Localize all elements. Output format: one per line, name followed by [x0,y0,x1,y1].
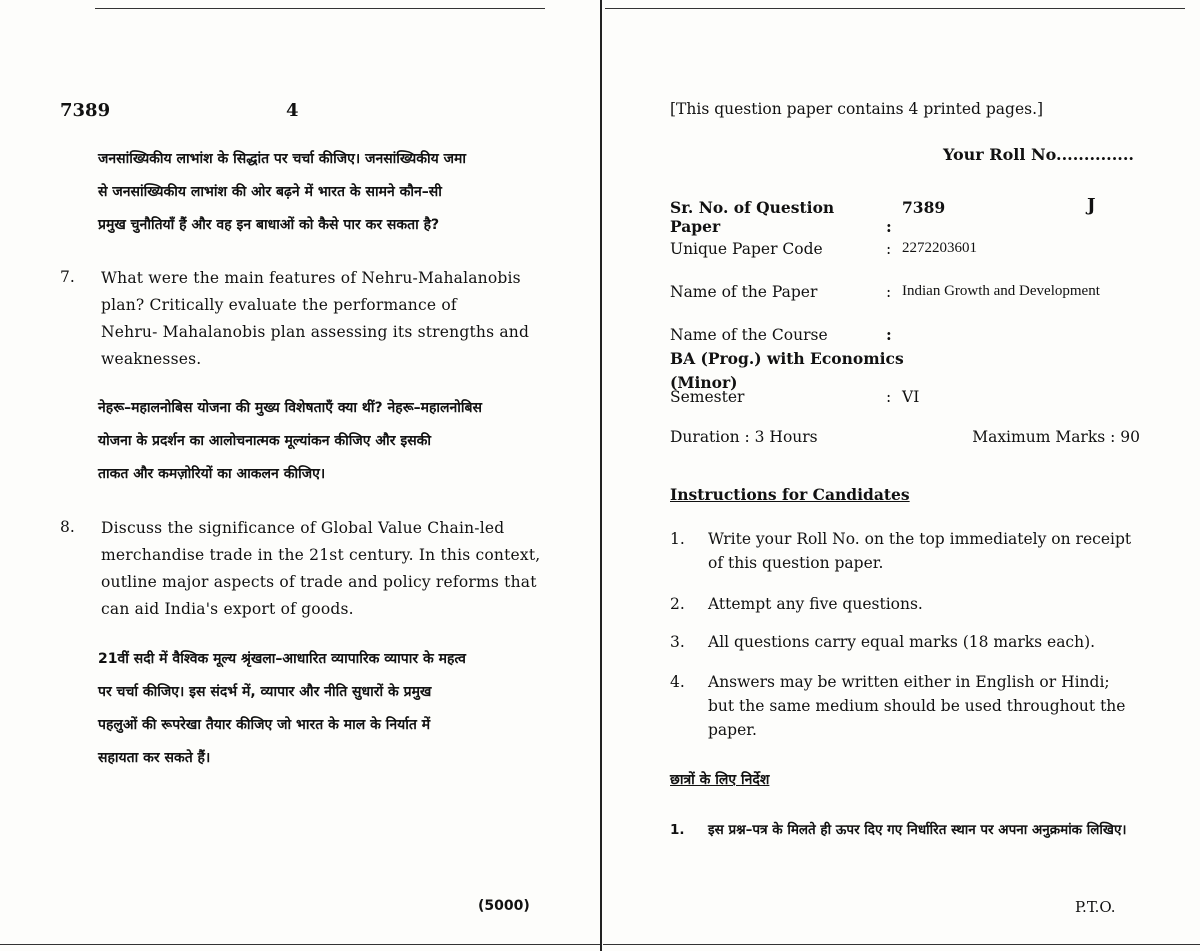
q7-english [101,265,541,373]
text-line: ताकत और कमज़ोरियों का आकलन कीजिए। [98,466,326,482]
text-line: What were the main features of Nehru-Mahalanobis [101,269,521,287]
pto-label: P.T.O. [1075,898,1116,916]
info-colon: : [886,240,892,258]
text-line: can aid India's export of goods. [101,600,354,618]
q6-hindi [98,143,538,242]
paper-number: 7389 [60,100,111,121]
info-value: Indian Growth and Development [902,283,1100,299]
instruction-text: Answers may be written either in English or Hindi; but the same medium should be used throughout the paper. [708,673,1126,739]
copy-count: (5000) [478,898,530,914]
instruction-item [670,592,1135,616]
instruction-item [670,670,1135,742]
hindi-instruction-item [670,815,1135,845]
instruction-item [670,527,1135,575]
text-line: weaknesses. [101,350,202,368]
right-page [603,0,1200,951]
info-row-paper-code [670,240,1140,258]
instruction-number: 3. [670,633,685,651]
roll-number-field: Your Roll No.............. [942,145,1134,164]
instruction-text: इस प्रश्न–पत्र के मिलते ही ऊपर दिए गए निर्धारित स्थान पर अपना अनुक्रमांक लिखिए। [708,822,1127,838]
text-line: Nehru- Mahalanobis plan assessing its strengths and [101,323,530,341]
info-label: Sr. No. of Question Paper [670,198,835,236]
instruction-item [670,630,1135,654]
info-value: VI [902,388,920,406]
max-marks: Maximum Marks : 90 [972,428,1140,446]
text-line: से जनसांख्यिकीय लाभांश की ओर बढ़ने में भारत के सामने कौन–सी [98,184,442,200]
info-value: 7389 [902,198,946,217]
info-row-semester [670,388,1140,406]
info-value: BA (Prog.) with Economics (Minor) [670,349,904,392]
q7-hindi [98,392,538,491]
text-line: सहायता कर सकते हैं। [98,750,211,766]
hindi-instructions-title: छात्रों के लिए निर्देश [670,772,770,788]
q8-number: 8. [60,518,75,536]
instruction-number: 2. [670,595,685,613]
info-row-serial [670,198,1140,236]
text-line: plan? Critically evaluate the performance of [101,296,457,314]
instruction-number: 1. [670,822,685,838]
pages-note: [This question paper contains 4 printed pages.] [670,100,1044,118]
duration: Duration : 3 Hours [670,428,818,446]
text-line: Discuss the significance of Global Value Chain-led [101,519,505,537]
q8-english [101,515,541,623]
set-letter: J [1087,195,1096,216]
instruction-text: All questions carry equal marks (18 marks each). [708,633,1096,651]
text-line: योजना के प्रदर्शन का आलोचनात्मक मूल्यांकन कीजिए और इसकी [98,433,432,449]
info-value: 2272203601 [902,240,977,256]
page-number: 4 [286,100,299,121]
info-label: Name of the Paper [670,283,818,301]
info-row-paper-name [670,283,1140,301]
info-label: Semester [670,388,745,406]
info-colon: : [886,217,892,236]
text-line: 21वीं सदी में वैश्विक मूल्य श्रृंखला–आधारित व्यापारिक व्यापार के महत्व [98,651,466,667]
text-line: merchandise trade in the 21st century. In this context, [101,546,541,564]
instruction-number: 4. [670,673,685,691]
text-line: पर चर्चा कीजिए। इस संदर्भ में, व्यापार और नीति सुधारों के प्रमुख [98,684,432,700]
q8-hindi [98,643,538,775]
text-line: प्रमुख चुनौतियाँ हैं और वह इन बाधाओं को कैसे पार कर सकता है? [98,217,440,233]
info-row-duration [670,428,1140,446]
info-colon: : [886,325,892,344]
info-row-course [670,323,1140,395]
info-label: Name of the Course [670,326,828,344]
q7-number: 7. [60,268,75,286]
instruction-text: Attempt any five questions. [708,595,923,613]
info-label: Unique Paper Code [670,240,823,258]
instructions-title: Instructions for Candidates [670,485,910,504]
info-colon: : [886,388,892,406]
instruction-number: 1. [670,530,685,548]
instruction-text: Write your Roll No. on the top immediately on receipt of this question paper. [708,530,1132,572]
text-line: पहलुओं की रूपरेखा तैयार कीजिए जो भारत के माल के निर्यात में [98,717,431,733]
text-line: जनसांख्यिकीय लाभांश के सिद्धांत पर चर्चा कीजिए। जनसांख्यिकीय जमा [98,151,467,167]
text-line: outline major aspects of trade and policy reforms that [101,573,537,591]
text-line: नेहरू–महालनोबिस योजना की मुख्य विशेषताएँ क्या थीं? नेहरू–महालनोबिस [98,400,482,416]
page-divider [600,0,602,951]
info-colon: : [886,283,892,301]
